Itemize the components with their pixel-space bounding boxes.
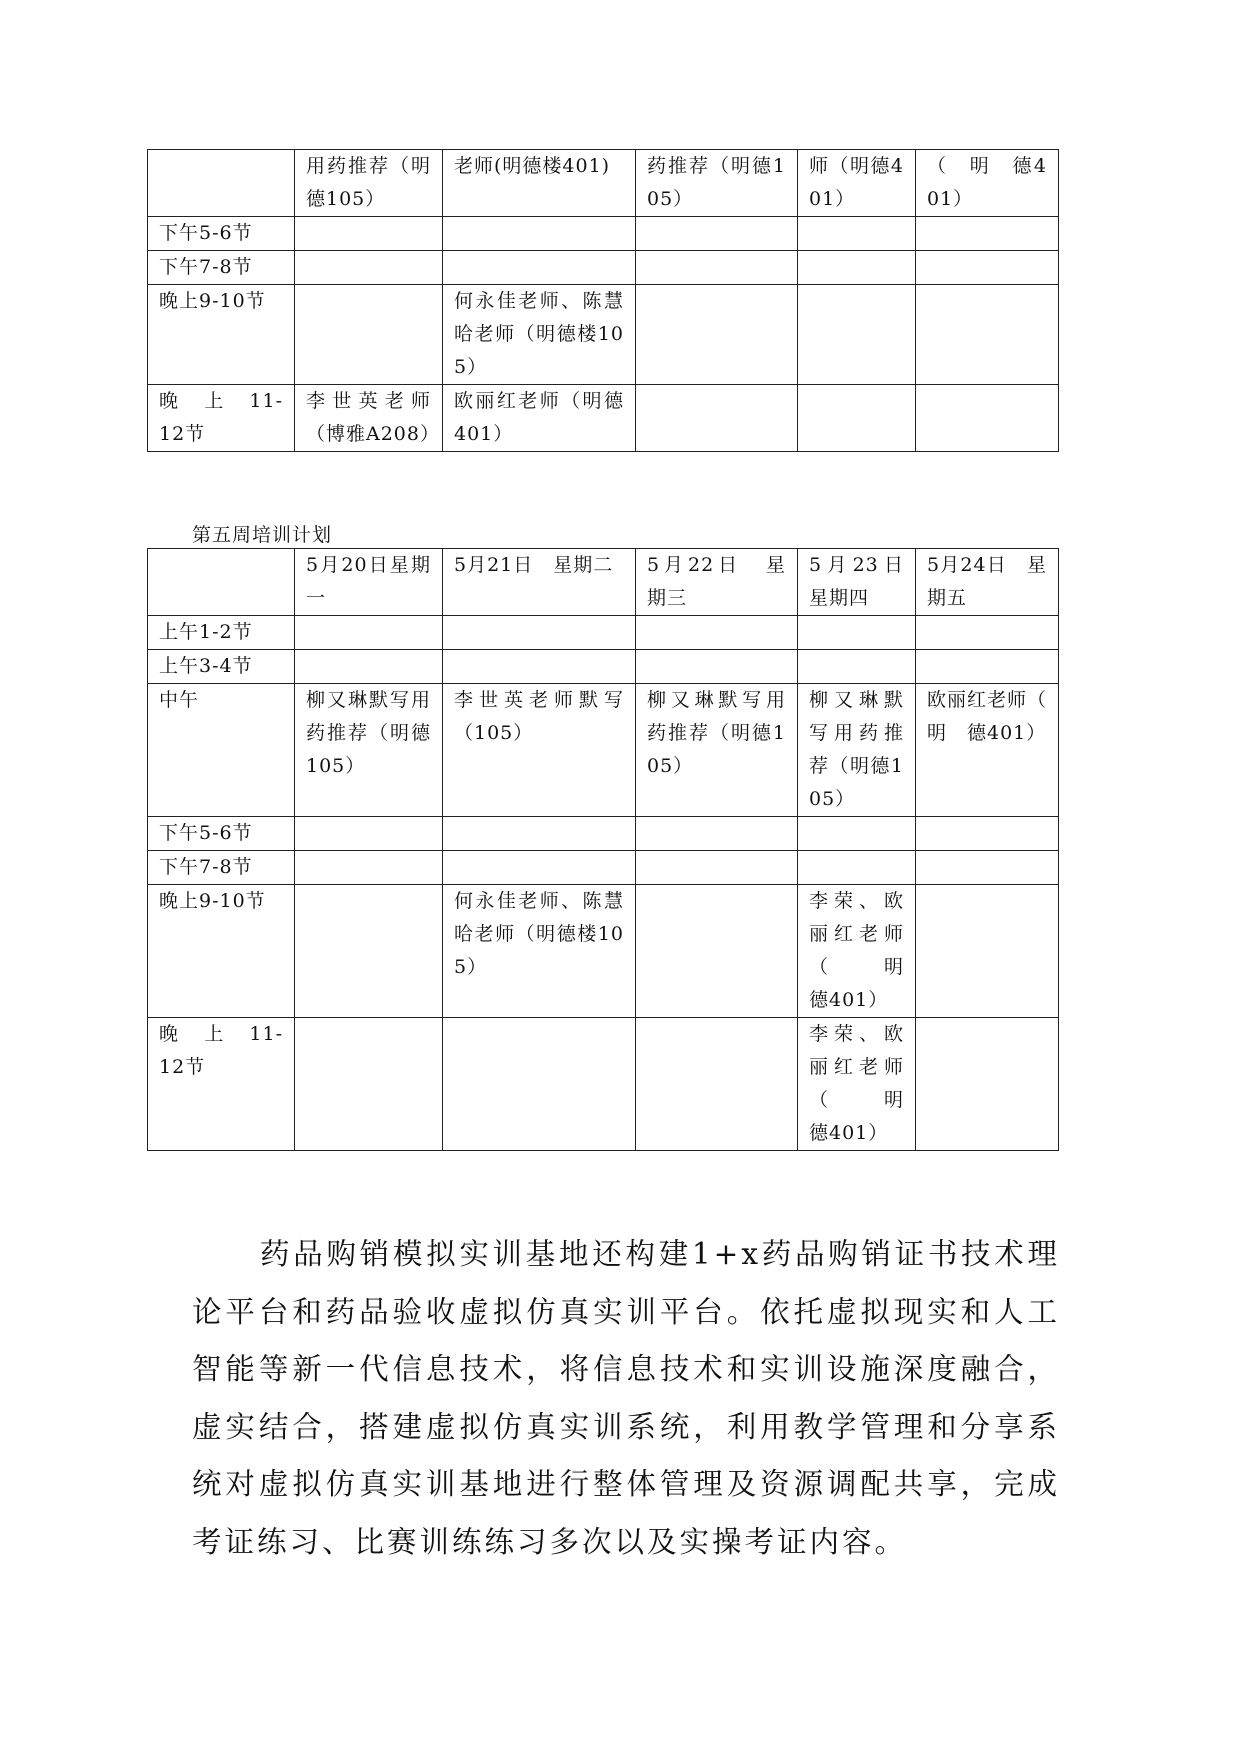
schedule-cell: 欧丽红老师（明德401） [443, 385, 636, 452]
row-label-cell: 上午3-4节 [148, 650, 295, 684]
schedule-cell: 5月22日 星期三 [636, 549, 798, 616]
row-label-cell: 下午5-6节 [148, 817, 295, 851]
schedule-cell [636, 251, 798, 285]
schedule-cell [916, 217, 1059, 251]
schedule-cell [916, 385, 1059, 452]
table-row [148, 616, 1059, 650]
schedule-cell: 老师(明德楼401) [443, 150, 636, 217]
table-row [148, 885, 1059, 1018]
table-row [148, 251, 1059, 285]
schedule-cell [443, 817, 636, 851]
schedule-cell: 何永佳老师、陈慧哈老师（明德楼105） [443, 885, 636, 1018]
table-row [148, 684, 1059, 817]
schedule-cell [295, 650, 443, 684]
schedule-cell: 何永佳老师、陈慧哈老师（明德楼105） [443, 285, 636, 385]
table-row [148, 1018, 1059, 1151]
schedule-cell [295, 817, 443, 851]
schedule-cell: 欧丽红老师（ 明 德401） [916, 684, 1059, 817]
schedule-cell [798, 851, 916, 885]
row-label-cell: 中午 [148, 684, 295, 817]
row-label-cell: 晚 上 11-12节 [148, 1018, 295, 1151]
schedule-cell: 5月20日星期一 [295, 549, 443, 616]
schedule-cell [295, 616, 443, 650]
schedule-cell [798, 285, 916, 385]
schedule-cell [916, 285, 1059, 385]
schedule-cell [798, 217, 916, 251]
row-label-cell [148, 549, 295, 616]
schedule-cell [798, 650, 916, 684]
schedule-cell [916, 885, 1059, 1018]
schedule-cell [636, 851, 798, 885]
table-row [148, 217, 1059, 251]
table-row [148, 150, 1059, 217]
schedule-cell [295, 217, 443, 251]
schedule-cell: 柳又琳默写用药推荐（明德105） [295, 684, 443, 817]
body-paragraph: 药品购销模拟实训基地还构建1+x药品购销证书技术理论平台和药品验收虚拟仿真实训平台。依托虚拟现实和人工智能等新一代信息技术，将信息技术和实训设施深度融合，虚实结合，搭建虚拟仿真实训系统，利用教学管理和分享系统对虚拟仿真实训基地进行整体管理及资源调配共享，完成考证练习、比赛训练练习多次以及实操考证内容。 [192, 1237, 1060, 1559]
row-label-cell: 晚上9-10节 [148, 285, 295, 385]
schedule-cell [916, 616, 1059, 650]
schedule-cell [636, 650, 798, 684]
row-label-cell: 下午5-6节 [148, 217, 295, 251]
schedule-cell: 用药推荐（明德105） [295, 150, 443, 217]
schedule-cell [636, 385, 798, 452]
schedule-cell [443, 1018, 636, 1151]
schedule-cell [636, 217, 798, 251]
schedule-cell [798, 251, 916, 285]
schedule-cell: （ 明 德401） [916, 150, 1059, 217]
schedule-cell: 李世英老师（博雅A208） [295, 385, 443, 452]
schedule-cell [916, 251, 1059, 285]
schedule-cell [443, 851, 636, 885]
schedule-cell: 李荣、欧丽红老师（ 明 德401） [798, 1018, 916, 1151]
schedule-cell [916, 817, 1059, 851]
schedule-cell [636, 616, 798, 650]
row-label-cell [148, 150, 295, 217]
schedule-cell [295, 1018, 443, 1151]
schedule-cell [798, 385, 916, 452]
schedule-cell [443, 217, 636, 251]
row-label-cell: 下午7-8节 [148, 851, 295, 885]
row-label-cell: 晚上9-10节 [148, 885, 295, 1018]
week5-caption: 第五周培训计划 [192, 524, 333, 546]
week5-training-schedule-table [147, 548, 1068, 1151]
schedule-cell [916, 1018, 1059, 1151]
schedule-cell: 药推荐（明德105） [636, 150, 798, 217]
schedule-cell: 李世英老师默写（105） [443, 684, 636, 817]
schedule-cell: 柳又琳默写用药推荐（明德105） [798, 684, 916, 817]
row-label-cell: 晚 上 11-12节 [148, 385, 295, 452]
schedule-cell [295, 285, 443, 385]
table-row [148, 549, 1059, 616]
table-row [148, 285, 1059, 385]
schedule-cell [443, 650, 636, 684]
schedule-cell: 5月24日 星期五 [916, 549, 1059, 616]
schedule-cell [295, 885, 443, 1018]
table-row [148, 817, 1059, 851]
schedule-cell [798, 616, 916, 650]
schedule-cell [295, 251, 443, 285]
schedule-cell [916, 851, 1059, 885]
schedule-cell [636, 285, 798, 385]
schedule-cell [916, 650, 1059, 684]
schedule-cell [443, 251, 636, 285]
training-schedule-table-continued [147, 149, 1059, 452]
schedule-cell: 师（明德401） [798, 150, 916, 217]
row-label-cell: 上午1-2节 [148, 616, 295, 650]
table-row [148, 385, 1059, 452]
schedule-cell [636, 817, 798, 851]
schedule-cell: 柳又琳默写用药推荐（明德105） [636, 684, 798, 817]
schedule-cell: 5月21日 星期二 [443, 549, 636, 616]
schedule-cell: 5月23日 星期四 [798, 549, 916, 616]
schedule-cell: 李荣、欧丽红老师（ 明 德401） [798, 885, 916, 1018]
schedule-cell [636, 1018, 798, 1151]
schedule-cell [798, 817, 916, 851]
table-row [148, 851, 1059, 885]
schedule-cell [443, 616, 636, 650]
row-label-cell: 下午7-8节 [148, 251, 295, 285]
schedule-cell [636, 885, 798, 1018]
schedule-cell [295, 851, 443, 885]
table-row [148, 650, 1059, 684]
